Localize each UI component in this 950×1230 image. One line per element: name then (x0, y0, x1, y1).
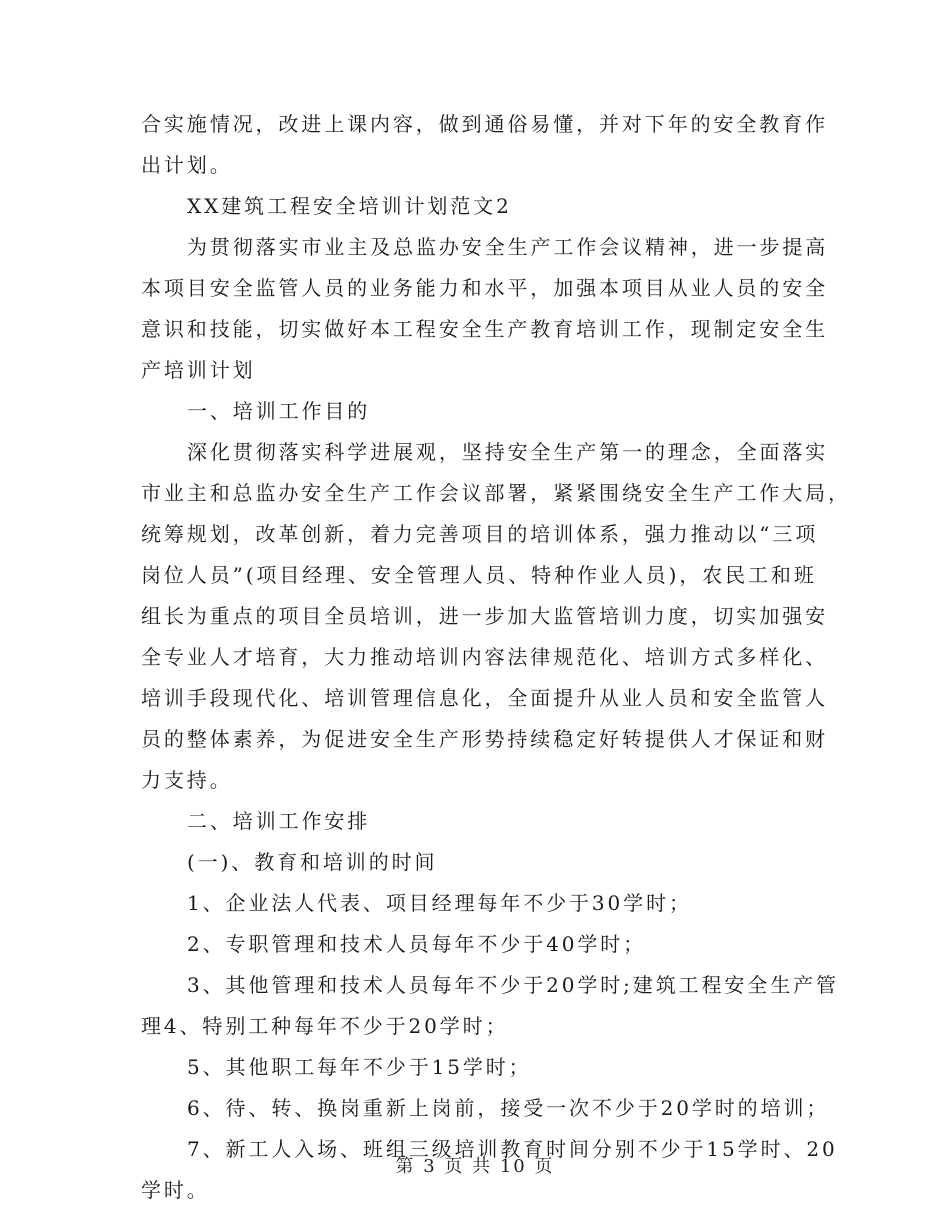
text-line: 本项目安全监管人员的业务能力和水平，加强本项目从业人员的安全 (141, 276, 828, 300)
list-item: 3、其他管理和技术人员每年不少于20学时;建筑工程安全生产管 (187, 973, 839, 997)
text-line: 意识和技能，切实做好本工程安全生产教育培训工作，现制定安全生 (141, 317, 828, 341)
section-heading: XX建筑工程安全培训计划范文2 (187, 194, 512, 218)
list-item: 5、其他职工每年不少于15学时； (187, 1055, 532, 1079)
list-item: 2、专职管理和技术人员每年不少于40学时； (187, 932, 647, 956)
text-line: 合实施情况，改进上课内容，做到通俗易懂，并对下年的安全教育作 (141, 112, 828, 136)
list-item: 6、待、转、换岗重新上岗前，接受一次不少于20学时的培训； (187, 1096, 830, 1120)
text-line: 岗位人员”(项目经理、安全管理人员、特种作业人员)，农民工和班 (141, 563, 817, 587)
text-line: 员的整体素养，为促进安全生产形势持续稳定好转提供人才保证和财 (141, 727, 828, 751)
list-item: 理4、特别工种每年不少于20学时； (141, 1014, 509, 1038)
text-line: 市业主和总监办安全生产工作会议部署，紧紧围绕安全生产工作大局， (141, 481, 851, 505)
section-heading: 一、培训工作目的 (187, 399, 371, 423)
text-line: 统筹规划，改革创新，着力完善项目的培训体系，强力推动以“三项 (141, 522, 819, 546)
section-heading: 二、培训工作安排 (187, 809, 371, 833)
list-item: 7、新工人入场、班组三级培训教育时间分别不少于15学时、20 (187, 1137, 838, 1161)
text-line: 产培训计划 (141, 358, 256, 382)
list-item: 学时。 (141, 1178, 210, 1202)
text-line: 组长为重点的项目全员培训，进一步加大监管培训力度，切实加强安 (141, 604, 828, 628)
text-line: 为贯彻落实市业主及总监办安全生产工作会议精神，进一步提高 (187, 235, 829, 259)
document-body (141, 104, 851, 1211)
subsection-heading: (一)、教育和培训的时间 (187, 850, 438, 874)
text-line: 力支持。 (141, 768, 233, 792)
text-line: 全专业人才培育，大力推动培训内容法律规范化、培训方式多样化、 (141, 645, 828, 669)
text-line: 培训手段现代化、培训管理信息化，全面提升从业人员和安全监管人 (141, 686, 828, 710)
text-line: 深化贯彻落实科学进展观，坚持安全生产第一的理念，全面落实 (187, 440, 829, 464)
text-line: 出计划。 (141, 153, 233, 177)
list-item: 1、企业法人代表、项目经理每年不少于30学时； (187, 891, 692, 915)
page-number-footer: 第 3 页 共 10 页 (395, 1156, 555, 1177)
